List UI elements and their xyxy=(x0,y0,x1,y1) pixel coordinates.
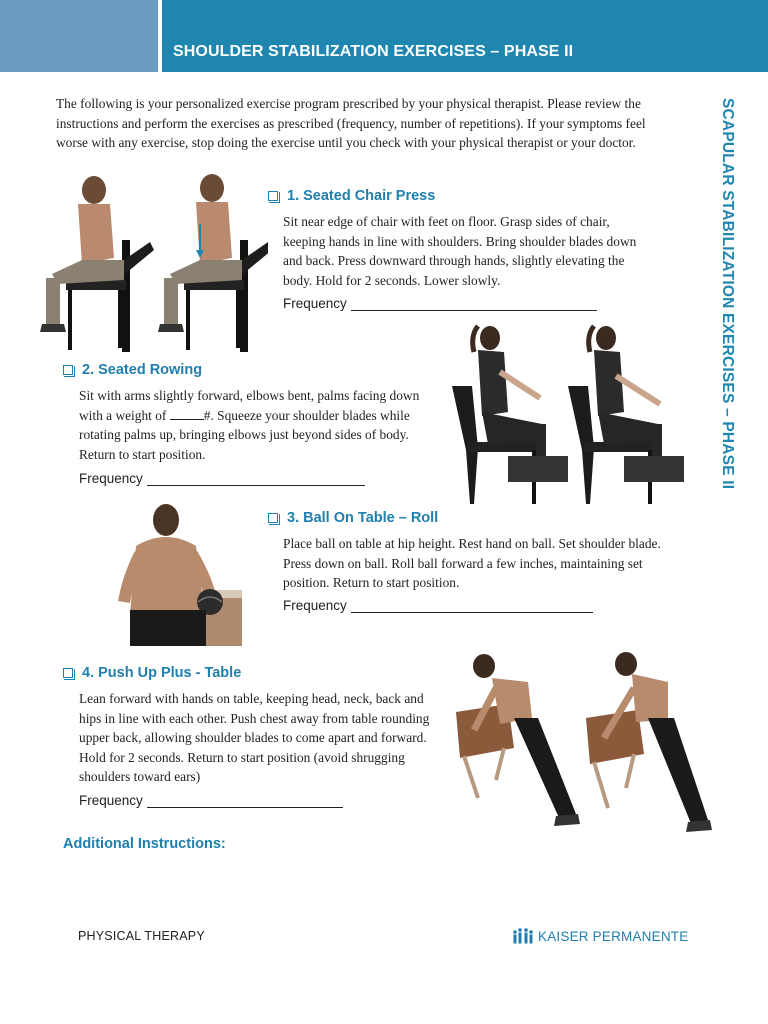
frequency-label: Frequency xyxy=(79,793,143,808)
kp-brand-text: KAISER PERMANENTE xyxy=(538,928,689,944)
exercise-1-description: Sit near edge of chair with feet on floor. Grasp sides of chair, keeping hands in line with shoulders. Bring shoulder blades down and back. Press downward through hands, slightly elevating the body. Hold for 2 seconds. Lower slowly. xyxy=(283,214,637,288)
exercise-2-frequency xyxy=(79,471,365,486)
page-title: SHOULDER STABILIZATION EXERCISES – PHASE II xyxy=(173,43,574,60)
exercise-1-frequency xyxy=(283,296,597,311)
exercise-1-title xyxy=(268,188,435,204)
figure-pushup-2 xyxy=(586,652,712,832)
kp-people-icon xyxy=(512,926,534,946)
ball-on-table-illustration xyxy=(114,498,242,646)
figure-person-1 xyxy=(40,176,154,352)
figure-woman-1 xyxy=(452,326,568,504)
exercise-4-title xyxy=(63,665,241,681)
additional-instructions-label: Additional Instructions: xyxy=(63,836,226,852)
frequency-label: Frequency xyxy=(283,296,347,311)
frequency-label: Frequency xyxy=(79,471,143,486)
exercise-4-checkbox[interactable] xyxy=(63,668,73,678)
figure-pushup-1 xyxy=(456,654,580,826)
exercise-2-checkbox[interactable] xyxy=(63,365,73,375)
exercise-2-title-text: 2. Seated Rowing xyxy=(82,362,203,378)
exercise-4-description: Lean forward with hands on table, keeping head, neck, back and hips in line with each other. Push chest away from table rounding upper back, allowing shoulder blades to come apart and forward. Hold for 2 seconds. Return to start position (avoid shrugging shoulders toward ears) xyxy=(79,691,430,785)
exercise-2-text-before: Sit with arms slightly forward, elbows bent, palms facing down with a weight of xyxy=(79,388,420,423)
exercise-4-frequency xyxy=(79,793,343,808)
push-up-plus-illustration xyxy=(456,648,718,838)
figure-woman-2 xyxy=(568,326,684,504)
exercise-2-description xyxy=(79,386,439,464)
exercise-4-title-text: 4. Push Up Plus - Table xyxy=(82,665,242,681)
exercise-3-description: Place ball on table at hip height. Rest hand on ball. Set shoulder blade. Press down on ball. Roll ball forward a few inches, maintaining set position. Return to start position. xyxy=(283,536,661,591)
side-title xyxy=(718,98,742,558)
exercise-3-checkbox[interactable] xyxy=(268,513,278,523)
frequency-field[interactable] xyxy=(351,600,593,613)
header-banner xyxy=(162,0,768,72)
figure-person-2 xyxy=(158,174,268,352)
exercise-1-checkbox[interactable] xyxy=(268,191,278,201)
exercise-3-title-text: 3. Ball On Table – Roll xyxy=(287,510,439,526)
exercise-3-frequency xyxy=(283,598,593,613)
exercise-2-text-after: #. Squeeze your shoulder blades while rotating palms up, bringing elbows just beyond sides of body. Return to start position. xyxy=(79,407,410,462)
intro-paragraph: The following is your personalized exercise program prescribed by your physical therapist. Please review the instructions and perform the exercises as prescribed (frequency, number of repetitions). If your symptoms feel worse with any exercise, stop doing the exercise until you check with your physical therapist or your doctor. xyxy=(56,96,646,151)
seated-rowing-illustration xyxy=(448,316,684,506)
header-accent-block xyxy=(0,0,158,72)
exercise-3-title xyxy=(268,510,438,526)
exercise-2-title xyxy=(63,362,202,378)
frequency-label: Frequency xyxy=(283,598,347,613)
frequency-field[interactable] xyxy=(147,795,343,808)
side-title-text: SCAPULAR STABILIZATION EXERCISES – PHASE II xyxy=(719,98,736,490)
seated-chair-press-illustration xyxy=(38,168,268,358)
footer-department: PHYSICAL THERAPY xyxy=(78,929,205,943)
frequency-field[interactable] xyxy=(147,473,365,486)
exercise-1-title-text: 1. Seated Chair Press xyxy=(287,188,436,204)
weight-blank-field[interactable] xyxy=(170,408,204,420)
frequency-field[interactable] xyxy=(351,298,597,311)
kaiser-permanente-logo xyxy=(512,926,688,946)
